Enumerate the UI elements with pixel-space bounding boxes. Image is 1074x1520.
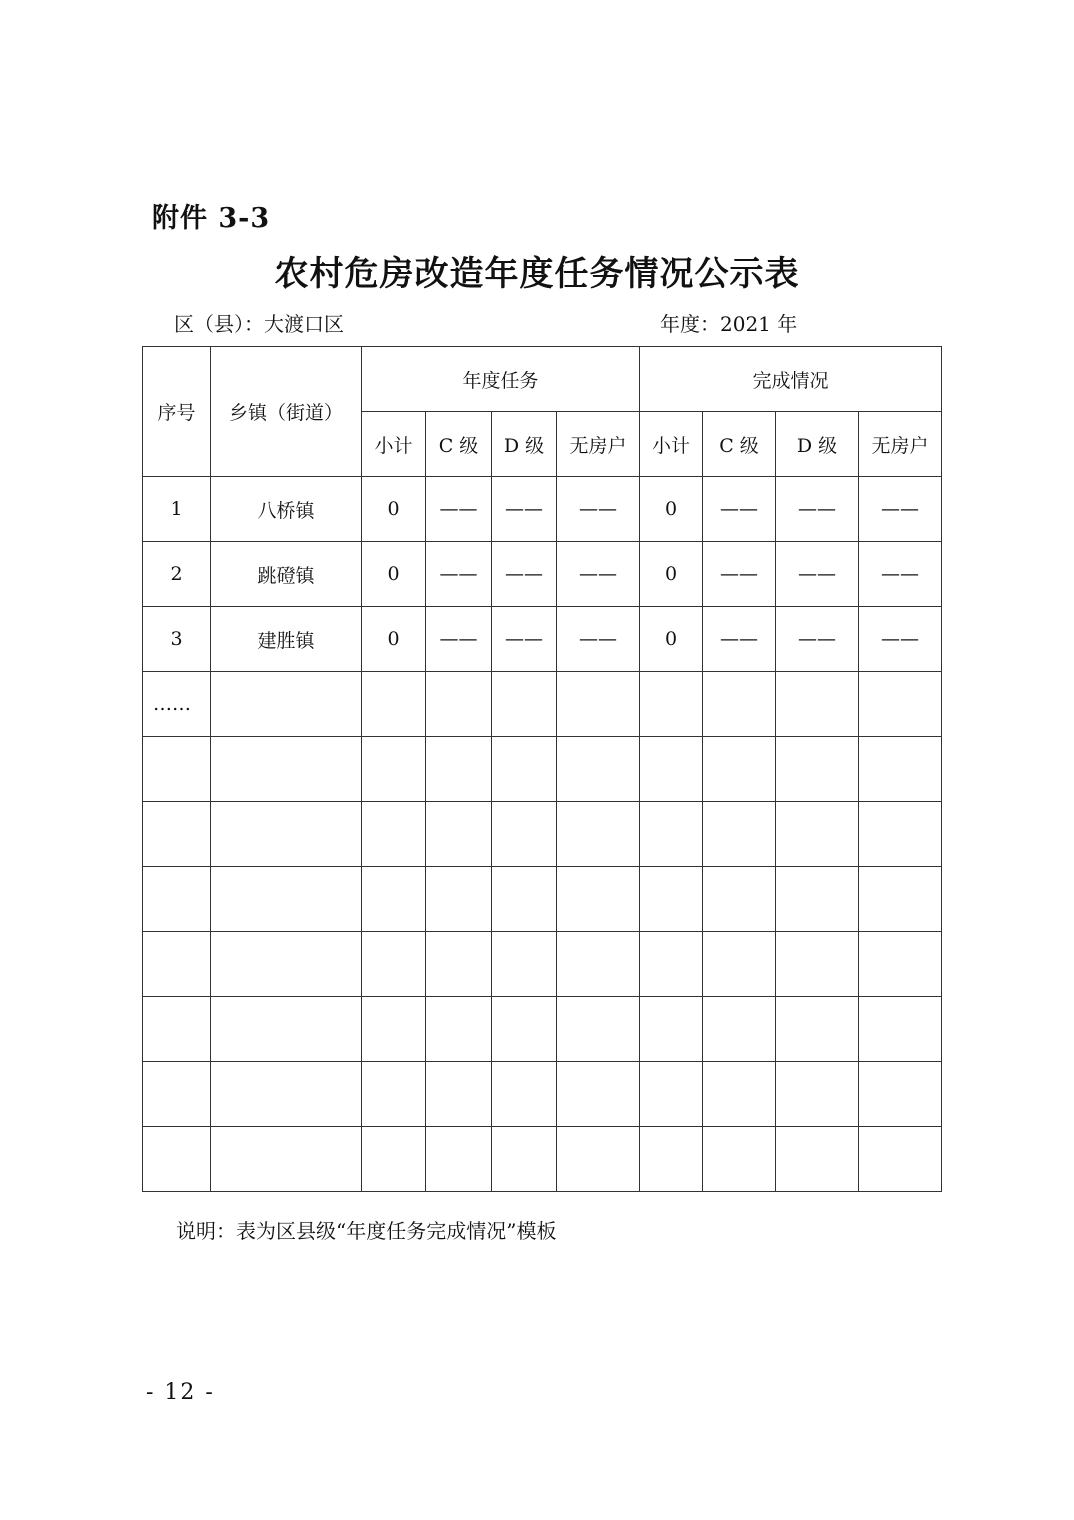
empty-cell [426,932,492,997]
sub-header-done-total: 小计 [640,412,703,477]
empty-cell [640,737,703,802]
col-header-seq: 序号 [143,347,211,477]
empty-cell [143,802,211,867]
empty-cell [211,997,362,1062]
year-label: 年度：2021 年 [660,312,798,336]
empty-cell [492,997,557,1062]
empty-cell [703,1062,776,1127]
cell-task-c: —— [426,607,492,672]
cell-done-d [776,672,859,737]
sub-header-task-c: C 级 [426,412,492,477]
cell-task-nohouse: —— [557,607,640,672]
empty-cell [703,737,776,802]
cell-done-nohouse: —— [859,477,942,542]
cell-done-nohouse: —— [859,542,942,607]
cell-done-d: —— [776,542,859,607]
empty-cell [211,802,362,867]
cell-town: 跳磴镇 [211,542,362,607]
table-row [143,477,942,542]
empty-cell [492,1127,557,1192]
empty-cell [640,997,703,1062]
cell-seq: …… [143,672,211,737]
cell-done-c: —— [703,542,776,607]
empty-cell [362,932,426,997]
cell-task-total: 0 [362,542,426,607]
empty-cell [859,997,942,1062]
cell-done-total [640,672,703,737]
cell-town: 建胜镇 [211,607,362,672]
group-header-annual-task: 年度任务 [362,347,640,412]
cell-done-total: 0 [640,477,703,542]
sub-header-done-c: C 级 [703,412,776,477]
empty-cell [362,802,426,867]
empty-cell [776,802,859,867]
empty-cell [426,997,492,1062]
cell-task-nohouse [557,672,640,737]
empty-cell [211,932,362,997]
empty-cell [426,1127,492,1192]
empty-cell [143,1127,211,1192]
empty-cell [362,867,426,932]
empty-cell [492,1062,557,1127]
cell-task-d: —— [492,607,557,672]
empty-row [143,1127,942,1192]
cell-done-total: 0 [640,607,703,672]
empty-cell [211,1062,362,1127]
empty-cell [776,867,859,932]
district-label: 区（县）：大渡口区 [174,312,344,336]
empty-cell [703,867,776,932]
empty-cell [211,1127,362,1192]
empty-cell [143,932,211,997]
empty-cell [143,997,211,1062]
empty-cell [859,737,942,802]
cell-done-d: —— [776,477,859,542]
page-number: - 12 - [146,1380,215,1405]
empty-row [143,802,942,867]
empty-cell [211,867,362,932]
empty-cell [492,737,557,802]
empty-cell [776,997,859,1062]
empty-cell [143,737,211,802]
empty-cell [557,1127,640,1192]
empty-cell [640,867,703,932]
empty-row [143,997,942,1062]
sub-header-done-d: D 级 [776,412,859,477]
empty-cell [859,1127,942,1192]
table-row [143,607,942,672]
document-title: 农村危房改造年度任务情况公示表 [274,254,800,294]
attachment-label: 附件 3-3 [152,203,271,234]
empty-cell [557,997,640,1062]
empty-row [143,867,942,932]
cell-done-c: —— [703,477,776,542]
empty-cell [143,867,211,932]
empty-cell [426,1062,492,1127]
sub-header-task-d: D 级 [492,412,557,477]
empty-cell [859,932,942,997]
cell-done-total: 0 [640,542,703,607]
empty-cell [776,737,859,802]
empty-row [143,737,942,802]
cell-task-total: 0 [362,477,426,542]
empty-cell [426,737,492,802]
empty-cell [557,1062,640,1127]
empty-cell [640,1062,703,1127]
cell-task-total [362,672,426,737]
empty-cell [859,867,942,932]
cell-task-c: —— [426,542,492,607]
cell-done-nohouse: —— [859,607,942,672]
cell-task-nohouse: —— [557,477,640,542]
cell-seq: 3 [143,607,211,672]
empty-cell [703,1127,776,1192]
empty-cell [143,1062,211,1127]
col-header-town: 乡镇（街道） [211,347,362,477]
cell-seq: 2 [143,542,211,607]
empty-cell [640,802,703,867]
empty-cell [703,997,776,1062]
table-row [143,542,942,607]
empty-cell [776,1127,859,1192]
empty-cell [557,802,640,867]
empty-cell [492,802,557,867]
cell-done-d: —— [776,607,859,672]
empty-cell [362,1062,426,1127]
empty-cell [557,932,640,997]
empty-cell [362,737,426,802]
table-row [143,672,942,737]
empty-cell [776,1062,859,1127]
empty-cell [492,932,557,997]
sub-header-task-nohouse: 无房户 [557,412,640,477]
empty-cell [557,867,640,932]
cell-town [211,672,362,737]
sub-header-task-total: 小计 [362,412,426,477]
cell-town: 八桥镇 [211,477,362,542]
cell-task-d: —— [492,542,557,607]
sub-header-done-nohouse: 无房户 [859,412,942,477]
empty-cell [426,867,492,932]
cell-task-d [492,672,557,737]
cell-task-nohouse: —— [557,542,640,607]
group-header-completion: 完成情况 [640,347,942,412]
empty-cell [859,802,942,867]
task-table [142,346,942,1192]
cell-task-c [426,672,492,737]
empty-cell [703,932,776,997]
empty-row [143,1062,942,1127]
empty-cell [557,737,640,802]
empty-cell [211,737,362,802]
empty-row [143,932,942,997]
cell-seq: 1 [143,477,211,542]
empty-cell [640,1127,703,1192]
header-row-groups [143,347,942,412]
cell-task-total: 0 [362,607,426,672]
cell-done-c: —— [703,607,776,672]
cell-task-c: —— [426,477,492,542]
empty-cell [426,802,492,867]
empty-cell [362,997,426,1062]
empty-cell [859,1062,942,1127]
empty-cell [362,1127,426,1192]
empty-cell [492,867,557,932]
empty-cell [703,802,776,867]
cell-done-c [703,672,776,737]
empty-cell [640,932,703,997]
empty-cell [776,932,859,997]
footnote: 说明：表为区县级“年度任务完成情况”模板 [176,1219,557,1243]
cell-task-d: —— [492,477,557,542]
cell-done-nohouse [859,672,942,737]
